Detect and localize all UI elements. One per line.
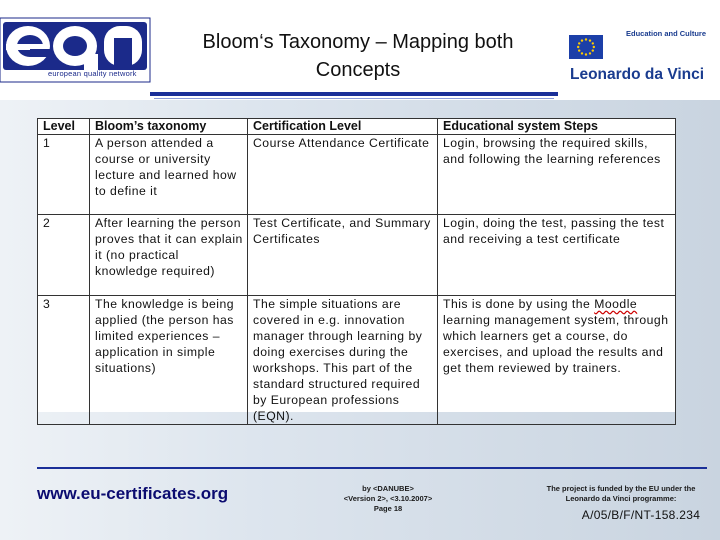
header-certification: Certification Level [248, 119, 438, 135]
title-line-1: Bloom‘s Taxonomy – Mapping both [202, 31, 514, 53]
table-row [38, 215, 676, 296]
cell-educational-steps: Login, browsing the required skills, and following the learning references [438, 135, 676, 215]
table-row [38, 135, 676, 215]
footer-website-link[interactable]: www.eu-certificates.org [37, 484, 229, 503]
eqn-tagline: european quality network [48, 69, 137, 78]
mapping-table-container [37, 118, 675, 423]
education-culture-label [626, 29, 706, 38]
header-educational-steps: Educational system Steps [438, 119, 676, 135]
cell-certification: Course Attendance Certificate [248, 135, 438, 215]
cell-educational-steps [438, 296, 676, 425]
table-header-row [38, 119, 676, 135]
title-line-2: Concepts [315, 59, 401, 81]
cell-level: 2 [38, 215, 90, 296]
cell-educational-steps: Login, doing the test, passing the test and receiving a test certificate [438, 215, 676, 296]
cell-level: 3 [38, 296, 90, 425]
footer-divider [37, 467, 707, 469]
header-level: Level [38, 119, 90, 135]
mapping-table [37, 118, 676, 425]
cell-certification: The simple situations are covered in e.g. innovation manager through learning by doing exercises during the workshops. This part of the standard structured required by European professions (EQN). [248, 296, 438, 425]
project-code: A/05/B/F/NT-158.234 [581, 508, 701, 522]
edu-text-suffix: learning management system, through which learners get a course, do exercises, and upload the results and get them reviewed by trainers. [443, 313, 669, 375]
page-title [160, 28, 556, 84]
footer-version: <Version 2>, <3.10.2007> [343, 494, 433, 503]
header-bloom: Bloom’s taxonomy [90, 119, 248, 135]
cell-level: 1 [38, 135, 90, 215]
cell-bloom: After learning the person proves that it can explain it (no practical knowledge required) [90, 215, 248, 296]
cell-certification: Test Certificate, and Summary Certificates [248, 215, 438, 296]
table-row [38, 296, 676, 425]
funding-line-1: The project is funded by the EU under the [546, 484, 696, 493]
footer-author: by <DANUBE> [362, 484, 414, 493]
edu-text-prefix: This is done by using the [443, 297, 591, 311]
eu-flag-icon [569, 35, 603, 59]
header-banner [0, 0, 720, 100]
footer-funding-note [526, 484, 716, 504]
footer-page-number: Page 18 [373, 504, 403, 513]
moodle-word: Moodle [594, 297, 638, 311]
cell-bloom: The knowledge is being applied (the person has limited experiences – application in simple situations) [90, 296, 248, 425]
footer-version-info [318, 484, 458, 514]
funding-line-2: Leonardo da Vinci programme: [565, 494, 677, 503]
leonardo-da-vinci-logo: Leonardo da Vinci [570, 66, 705, 83]
cell-bloom: A person attended a course or university lecture and learned how to define it [90, 135, 248, 215]
edu-line-1: Education and Culture [626, 29, 707, 38]
title-underline [150, 92, 558, 96]
